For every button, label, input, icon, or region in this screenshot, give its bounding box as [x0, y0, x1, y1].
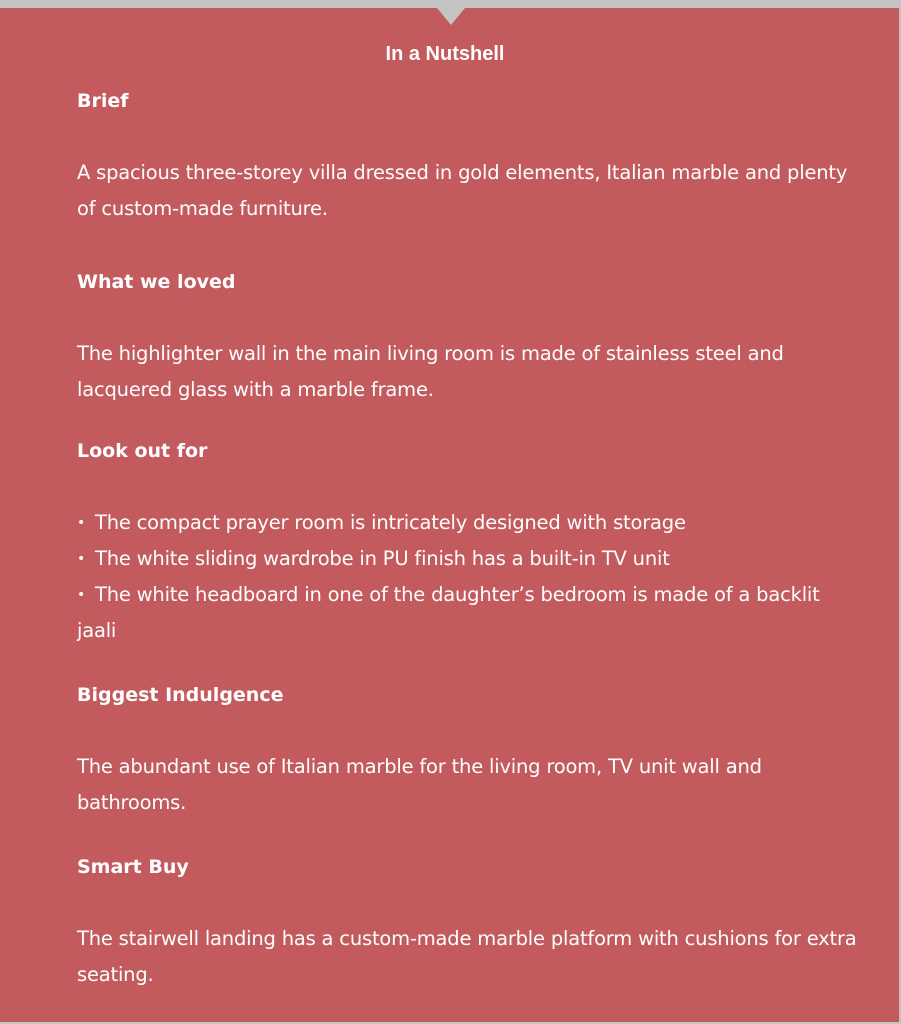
panel-title: In a Nutshell	[385, 43, 505, 65]
list-item	[77, 541, 857, 577]
list-item-text: The white headboard in one of the daughter’s bedroom is made of a backlit jaali	[77, 583, 820, 642]
section-look-out-for	[77, 438, 857, 649]
bullet-dot-icon: •	[77, 551, 86, 567]
section-brief	[77, 88, 857, 227]
list-item-text: The compact prayer room is intricately designed with storage	[95, 511, 686, 534]
section-heading-look-out-for: Look out for	[77, 440, 208, 462]
section-text-smart-buy: The stairwell landing has a custom-made marble platform with cushions for extra seating.	[77, 927, 857, 986]
nutshell-panel	[0, 8, 899, 1022]
bullet-dot-icon: •	[77, 587, 86, 603]
section-text-biggest-indulgence: The abundant use of Italian marble for the living room, TV unit wall and bathrooms.	[77, 755, 762, 814]
bullet-dot-icon: •	[77, 515, 86, 531]
list-item-text: The white sliding wardrobe in PU finish has a built-in TV unit	[95, 547, 670, 570]
section-text-brief: A spacious three-storey villa dressed in gold elements, Italian marble and plenty of custom-made furniture.	[77, 161, 848, 220]
section-biggest-indulgence	[77, 682, 857, 821]
section-heading-brief: Brief	[77, 90, 129, 112]
list-item	[77, 505, 857, 541]
section-what-we-loved	[77, 269, 857, 408]
list-item	[77, 577, 857, 649]
section-text-what-we-loved: The highlighter wall in the main living room is made of stainless steel and lacquered glass with a marble frame.	[77, 342, 784, 401]
look-out-for-list	[77, 505, 857, 649]
section-smart-buy	[77, 854, 857, 993]
panel-notch-icon	[437, 8, 465, 25]
section-heading-smart-buy: Smart Buy	[77, 856, 189, 878]
section-heading-what-we-loved: What we loved	[77, 271, 236, 293]
section-heading-biggest-indulgence: Biggest Indulgence	[77, 684, 284, 706]
